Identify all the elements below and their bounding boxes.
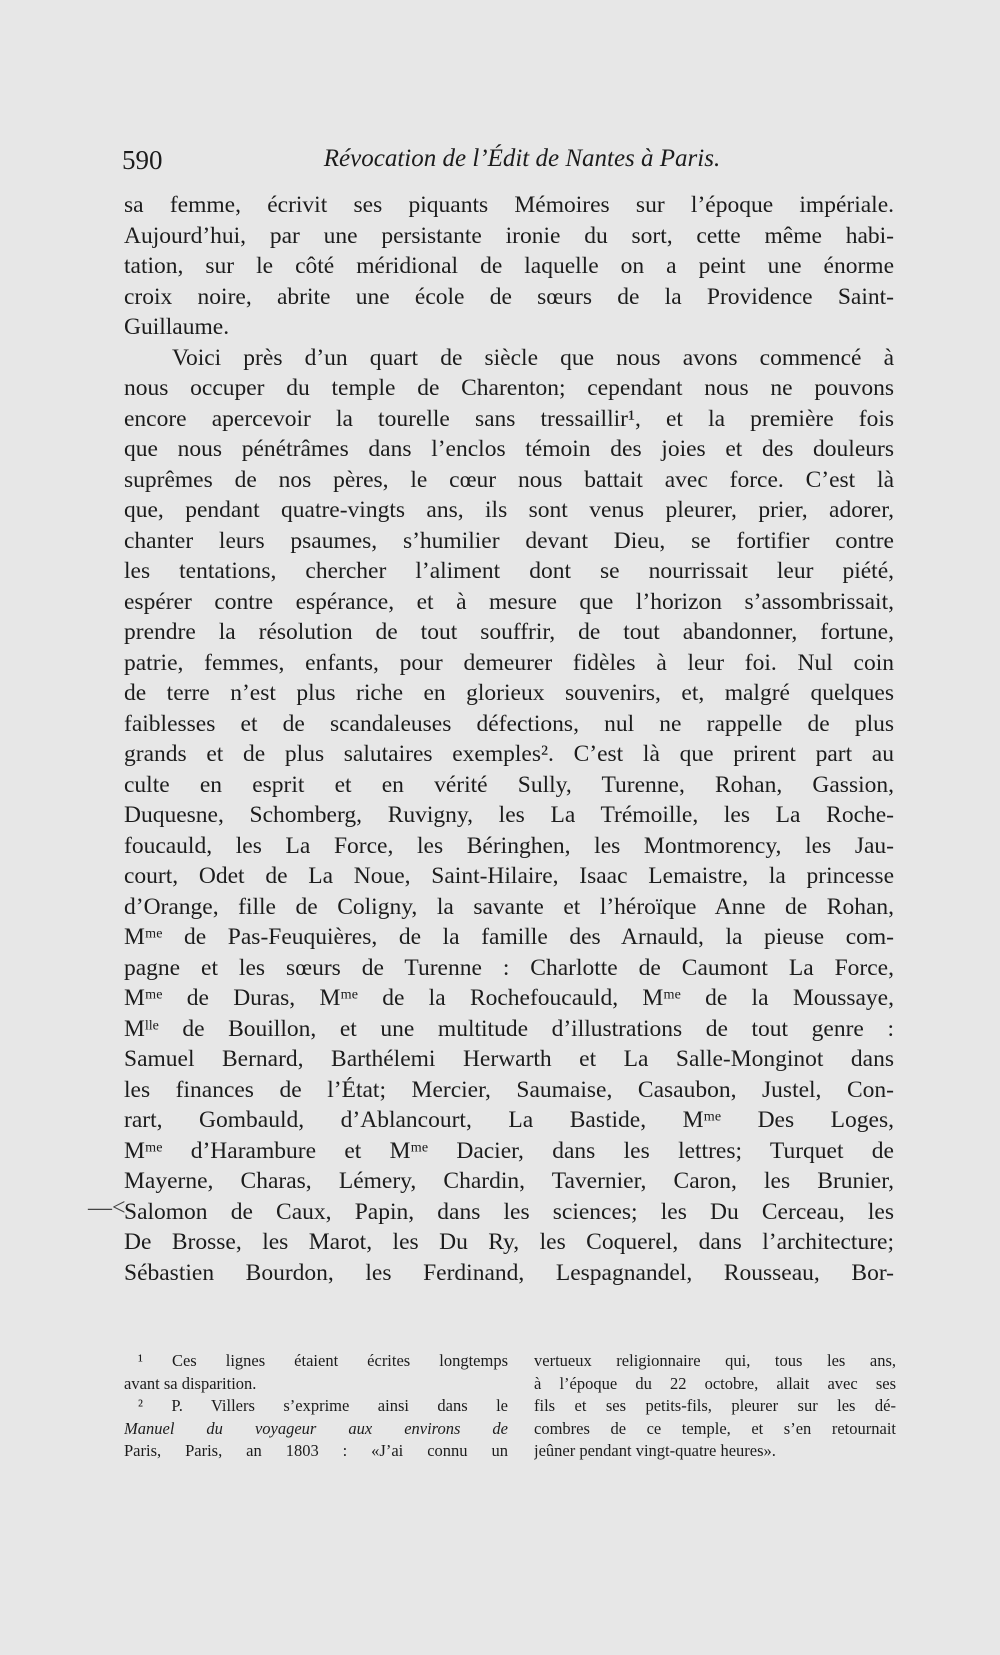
text-line: d’Orange, fille de Coligny, la savante et l’héroïque Anne de Rohan, [124,893,894,920]
text-line: prendre la résolution de tout souffrir, de tout abandonner, fortune, [124,619,894,645]
text-line: que nous pénétrâmes dans l’enclos témoin des joies et des douleurs [124,436,894,462]
footnote-line: Manuel du voyageur aux environs de [124,1418,508,1438]
text-line: court, Odet de La Noue, Saint-Hilaire, Isaac Lemaistre, la princesse [124,863,894,889]
text-line: nous occuper du temple de Charenton; cependant nous ne pouvons [124,375,894,401]
footnote-line: Paris, Paris, an 1803 : «J’ai connu un [124,1441,508,1460]
text-line: sa femme, écrivit ses piquants Mémoires sur l’époque impériale. [124,192,894,218]
text-line: Voici près d’un quart de siècle que nous avons commencé à [172,344,894,371]
text-line: Aujourd’hui, par une persistante ironie du sort, cette même habi- [124,222,894,249]
footnote-line: fils et ses petits-fils, pleurer sur les dé- [534,1396,896,1415]
footnotes-left-column [124,1350,508,1463]
footnote-line: jeûner pendant vingt-quatre heures». [534,1441,776,1460]
text-line: Samuel Bernard, Barthélemi Herwarth et La Salle-Monginot dans [124,1046,894,1072]
text-line: patrie, femmes, enfants, pour demeurer fidèles à leur foi. Nul coin [124,649,894,676]
text-line: Sébastien Bourdon, les Ferdinand, Lespagnandel, Rousseau, Bor- [124,1259,894,1286]
text-line: rart, Gombauld, d’Ablancourt, La Bastide, Mᵐᵉ Des Loges, [124,1107,894,1133]
text-line: les finances de l’État; Mercier, Saumaise, Casaubon, Justel, Con- [124,1076,894,1103]
footnote-line: vertueux religionnaire qui, tous les ans, [534,1351,896,1370]
text-line: Mᵐᵉ de Pas-Feuquières, de la famille des Arnauld, la pieuse com- [124,924,894,950]
page-header [122,145,892,185]
text-line: pagne et les sœurs de Turenne : Charlotte de Caumont La Force, [124,954,894,981]
footnote-line: combres de ce temple, et s’en retournait [534,1418,896,1438]
text-line: chanter leurs psaumes, s’humilier devant Dieu, se fortifier contre [124,527,894,554]
text-line: Duquesne, Schomberg, Ruvigny, les La Trémoille, les La Roche- [124,802,894,828]
text-line: de terre n’est plus riche en glorieux souvenirs, et, malgré quelques [124,680,894,706]
text-line: Mˡˡᵉ de Bouillon, et une multitude d’illustrations de tout genre : [124,1015,894,1042]
text-line: que, pendant quatre-vingts ans, ils sont venus pleurer, prier, adorer, [124,497,894,523]
margin-pencil-mark: —< [88,1195,126,1221]
text-line: tation, sur le côté méridional de laquelle on a peint une énorme [124,253,894,279]
footnote-line: à l’époque du 22 octobre, allait avec ses [534,1373,896,1393]
body-text [124,190,894,1288]
text-line: Mᵐᵉ d’Harambure et Mᵐᵉ Dacier, dans les lettres; Turquet de [124,1137,894,1164]
text-line: Guillaume. [124,314,230,340]
text-line: Mᵐᵉ de Duras, Mᵐᵉ de la Rochefoucauld, Mᵐᵉ de la Moussaye, [124,985,894,1011]
text-line: encore apercevoir la tourelle sans tressaillir¹, et la première fois [124,405,894,432]
page-number: 590 [122,145,163,175]
footnotes-right-column [534,1350,896,1463]
text-line: croix noire, abrite une école de sœurs de la Providence Saint- [124,283,894,310]
text-line: faiblesses et de scandaleuses défections, nul ne rappelle de plus [124,710,894,737]
text-line: Salomon de Caux, Papin, dans les sciences; les Du Cerceau, les [124,1198,894,1225]
text-line: foucauld, les La Force, les Béringhen, les Montmorency, les Jau- [124,832,894,859]
text-line: De Brosse, les Marot, les Du Ry, les Coquerel, dans l’architecture; [124,1229,894,1255]
footnote-line: ² P. Villers s’exprime ainsi dans le [138,1396,508,1415]
footnote-line: ¹ Ces lignes étaient écrites longtemps [138,1351,508,1370]
running-title: Révocation de l’Édit de Nantes à Paris. [323,145,721,172]
footnote-line: avant sa disparition. [124,1373,257,1393]
text-line: culte en esprit et en vérité Sully, Turenne, Rohan, Gassion, [124,771,894,798]
text-line: Mayerne, Charas, Lémery, Chardin, Tavernier, Caron, les Brunier, [124,1168,894,1194]
text-line: espérer contre espérance, et à mesure que l’horizon s’assombrissait, [124,588,894,615]
text-line: grands et de plus salutaires exemples². C’est là que prirent part au [124,741,894,767]
text-line: suprêmes de nos pères, le cœur nous battait avec force. C’est là [124,466,894,493]
text-line: les tentations, chercher l’aliment dont se nourrissait leur piété, [124,558,894,584]
